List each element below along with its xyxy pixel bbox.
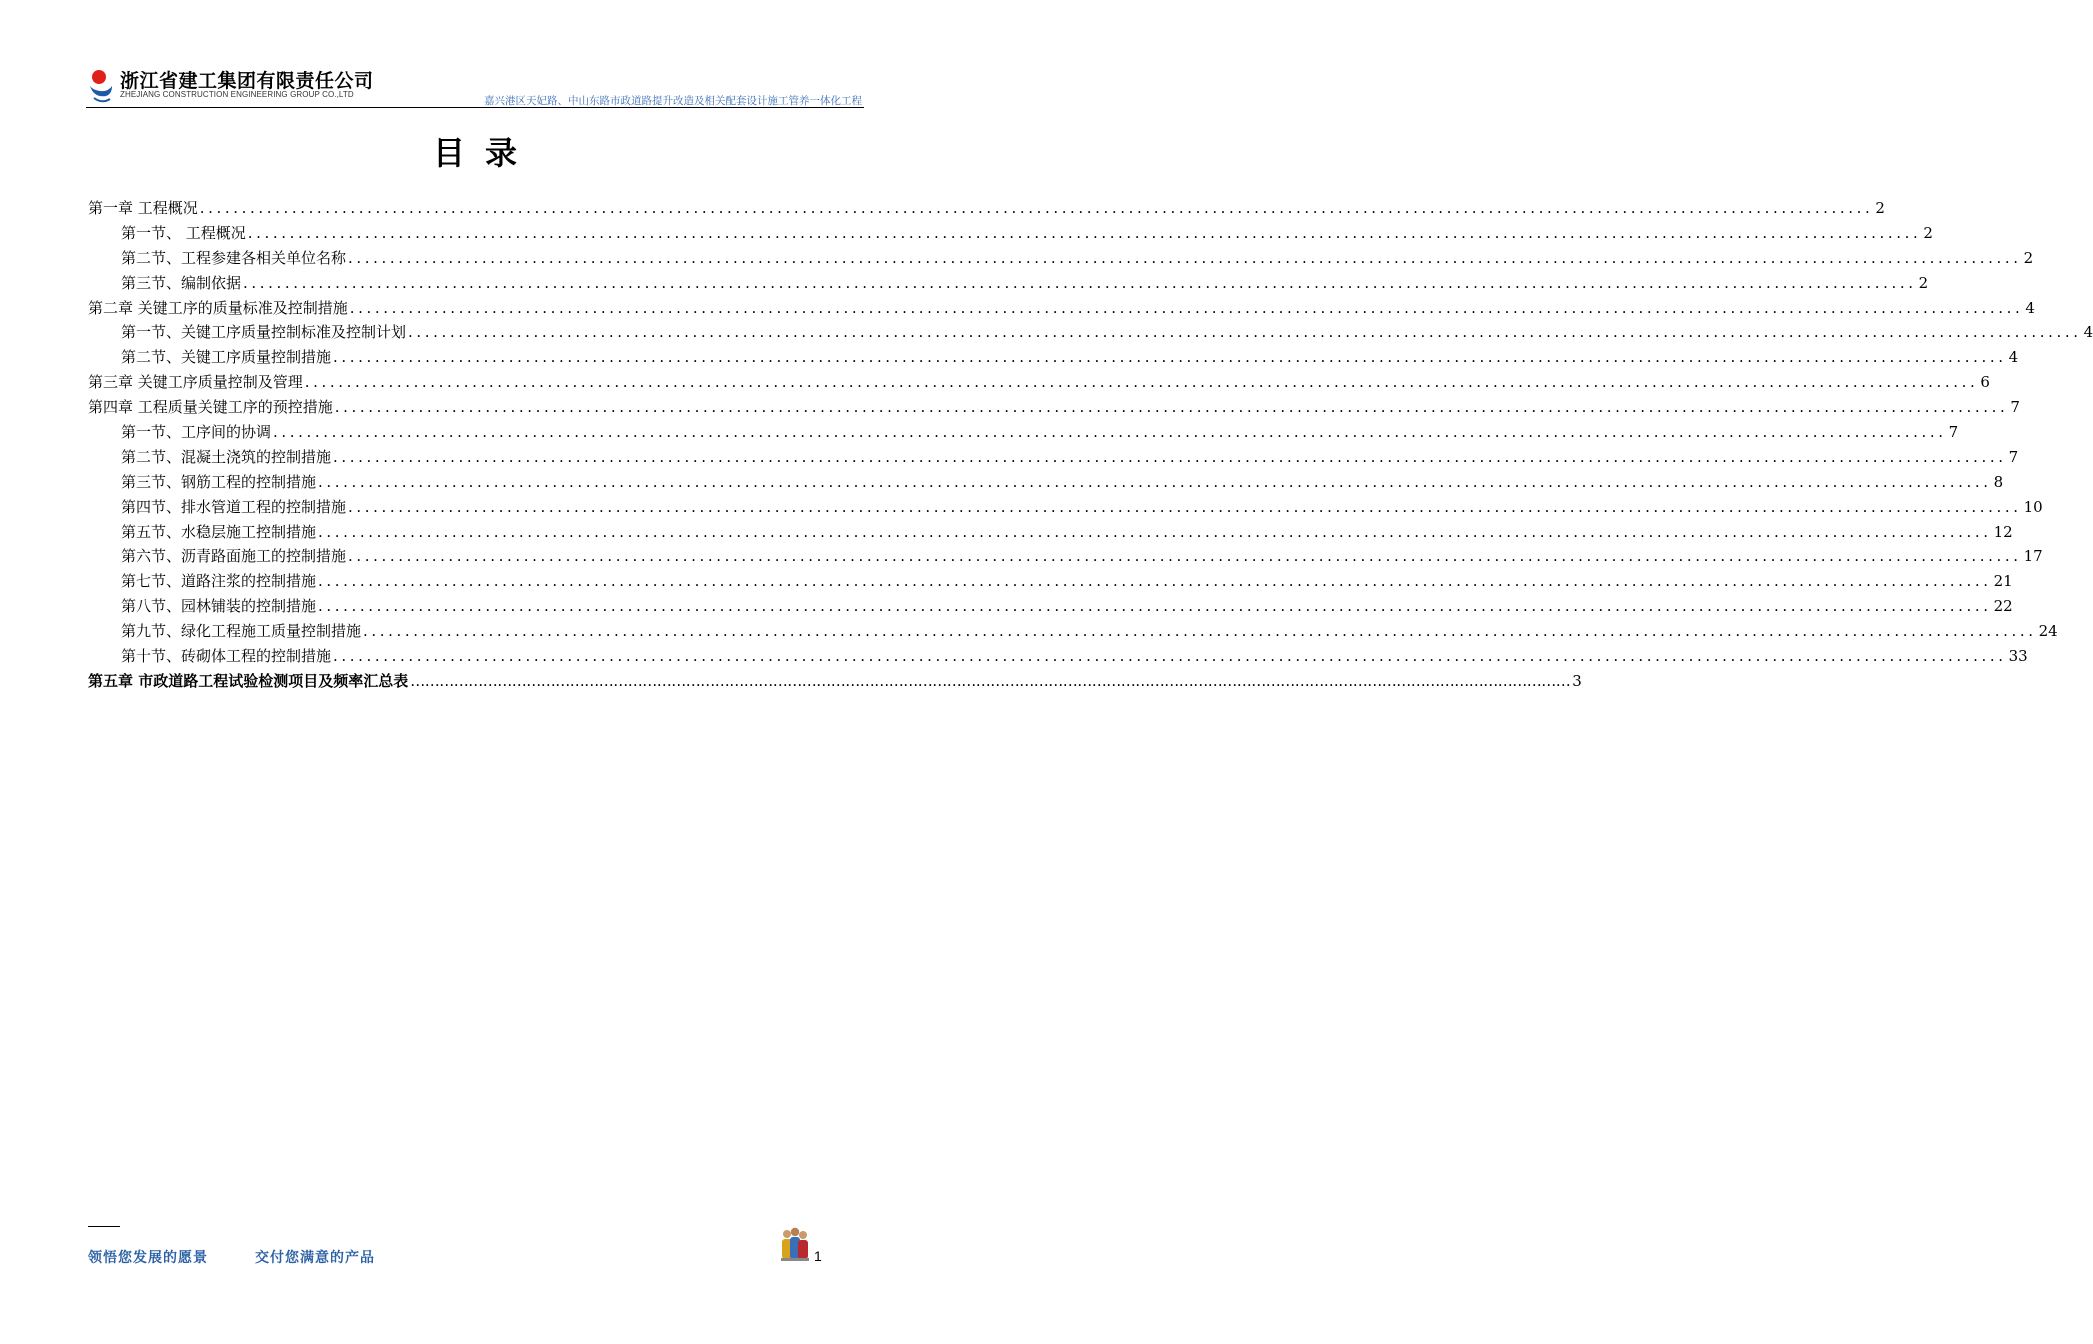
toc-entry-title: 第五节、水稳层施工控制措施: [121, 522, 317, 541]
toc-entry-title: 第六节、沥青路面施工的控制措施: [121, 547, 347, 566]
toc-entry[interactable]: [88, 370, 1990, 395]
toc-entry[interactable]: [88, 669, 1582, 694]
toc-dot-leader: ........................................................................................................................................................................................................: [243, 273, 1917, 292]
toc-entry-title: 第八节、园林铺装的控制措施: [121, 597, 317, 616]
toc-entry[interactable]: [88, 345, 2019, 370]
toc-entry-title: 第二章 关键工序的质量标准及控制措施: [88, 298, 348, 317]
toc-entry-title: 第九节、绿化工程施工质量控制措施: [121, 622, 362, 641]
toc-entry-title: 第一章 工程概况: [88, 199, 198, 217]
toc-entry[interactable]: [88, 644, 2028, 669]
company-name-en: ZHEJIANG CONSTRUCTION ENGINEERING GROUP CO.,LTD: [120, 90, 354, 99]
toc-entry-title: 第二节、工程参建各相关单位名称: [121, 248, 347, 267]
toc-entry-title: 第五章 市政道路工程试验检测项目及频率汇总表: [88, 671, 409, 690]
toc-entry-title: 第二节、关键工序质量控制措施: [121, 348, 332, 367]
toc-dot-leader: ........................................................................................................................................................................................................: [408, 323, 2082, 342]
toc-entry-page: 3: [1572, 671, 1582, 690]
toc-entry-page: 4: [2083, 323, 2093, 342]
toc-entry-page: 2: [1923, 223, 1933, 242]
toc-dot-leader: ........................................................................................................................................................................................................: [349, 298, 2024, 317]
toc-entry[interactable]: [88, 445, 2019, 470]
header-divider: [86, 107, 864, 108]
toc-dot-leader: ........................................................................................................................................................................................................: [273, 423, 1947, 442]
table-of-contents: [88, 196, 2093, 694]
toc-entry[interactable]: [88, 246, 2034, 271]
toc-dot-leader: ........................................................................................................................................................................................................: [247, 223, 1922, 242]
toc-entry-page: 12: [1993, 522, 2013, 541]
page-title: 目录: [432, 134, 537, 172]
toc-entry-page: 24: [2038, 622, 2058, 641]
toc-entry[interactable]: [88, 271, 1929, 296]
toc-entry-title: 第一节、 工程概况: [121, 223, 246, 242]
toc-entry-title: 第三章 关键工序质量控制及管理: [88, 373, 303, 392]
toc-entry-title: 第四节、排水管道工程的控制措施: [121, 497, 347, 516]
toc-dot-leader: ........................................................................................................................................................................................................: [318, 597, 1992, 616]
toc-entry-page: 8: [1993, 472, 2004, 491]
page-header: [86, 64, 864, 108]
toc-dot-leader: ........................................................................................................................................................................................................: [348, 248, 2022, 267]
toc-entry[interactable]: [88, 320, 2093, 345]
toc-entry-title: 第三节、编制依据: [121, 273, 242, 292]
toc-entry-page: 22: [1993, 597, 2013, 616]
toc-dot-leader: ........................................................................................................................................................................................................: [333, 647, 2007, 666]
toc-entry-title: 第一节、关键工序质量控制标准及控制计划: [121, 323, 407, 342]
toc-dot-leader: ……………………………………………………………………………………………………………………………………………………………………………………………………………………: [410, 671, 1571, 690]
toc-entry-page: 21: [1993, 572, 2013, 591]
footer-slogan-left: 领悟您发展的愿景: [88, 1250, 208, 1266]
toc-entry-page: 7: [1948, 423, 1959, 442]
toc-dot-leader: ........................................................................................................................................................................................................: [334, 398, 2009, 417]
toc-dot-leader: ........................................................................................................................................................................................................: [333, 447, 2007, 466]
toc-dot-leader: ........................................................................................................................................................................................................: [363, 622, 2037, 641]
toc-entry-page: 7: [2008, 447, 2019, 466]
toc-dot-leader: ........................................................................................................................................................................................................: [318, 472, 1992, 491]
toc-dot-leader: ........................................................................................................................................................................................................: [348, 497, 2022, 516]
toc-entry-page: 4: [2025, 298, 2035, 317]
toc-entry-title: 第一节、工序间的协调: [121, 423, 272, 442]
toc-entry[interactable]: [88, 495, 2043, 520]
toc-entry-page: 10: [2023, 497, 2043, 516]
toc-entry-page: 2: [1918, 273, 1929, 292]
toc-entry-page: 2: [2023, 248, 2034, 267]
toc-dot-leader: ........................................................................................................................................................................................................: [304, 373, 1979, 392]
toc-entry[interactable]: [88, 395, 2020, 420]
toc-entry-title: 第四章 工程质量关键工序的预控措施: [88, 398, 333, 417]
company-logo-icon: [88, 68, 114, 104]
toc-entry-page: 6: [1980, 373, 1990, 392]
toc-dot-leader: ........................................................................................................................................................................................................: [318, 522, 1992, 541]
toc-entry-page: 4: [2008, 348, 2019, 367]
toc-entry-page: 17: [2023, 547, 2043, 566]
toc-entry[interactable]: [88, 221, 1933, 246]
toc-entry[interactable]: [88, 569, 2013, 594]
footer-slogan-right: 交付您满意的产品: [255, 1250, 375, 1266]
toc-dot-leader: ........................................................................................................................................................................................................: [199, 199, 1874, 217]
toc-entry-title: 第七节、道路注浆的控制措施: [121, 572, 317, 591]
toc-entry-title: 第三节、钢筋工程的控制措施: [121, 472, 317, 491]
toc-entry-page: 7: [2010, 398, 2020, 417]
toc-entry[interactable]: [88, 594, 2013, 619]
project-name: 嘉兴港区天妃路、中山东路市政道路提升改造及相关配套设计施工管养一体化工程: [484, 95, 862, 107]
toc-entry-title: 第十节、砖砌体工程的控制措施: [121, 647, 332, 666]
toc-dot-leader: ........................................................................................................................................................................................................: [333, 348, 2007, 367]
toc-entry[interactable]: [88, 470, 2004, 495]
toc-entry[interactable]: [88, 619, 2058, 644]
footer-divider: [88, 1226, 120, 1227]
toc-dot-leader: ........................................................................................................................................................................................................: [348, 547, 2022, 566]
company-name-cn: 浙江省建工集团有限责任公司: [120, 70, 374, 92]
toc-entry[interactable]: [88, 520, 2013, 545]
toc-entry[interactable]: [88, 196, 1885, 221]
toc-entry[interactable]: [88, 420, 1959, 445]
toc-entry-title: 第二节、混凝土浇筑的控制措施: [121, 447, 332, 466]
people-group-icon: [779, 1226, 811, 1262]
toc-dot-leader: ........................................................................................................................................................................................................: [318, 572, 1992, 591]
toc-entry-page: 33: [2008, 647, 2028, 666]
page-number: 1: [814, 1248, 822, 1264]
toc-entry[interactable]: [88, 544, 2043, 569]
toc-entry-page: 2: [1875, 199, 1885, 217]
toc-entry[interactable]: [88, 296, 2035, 321]
